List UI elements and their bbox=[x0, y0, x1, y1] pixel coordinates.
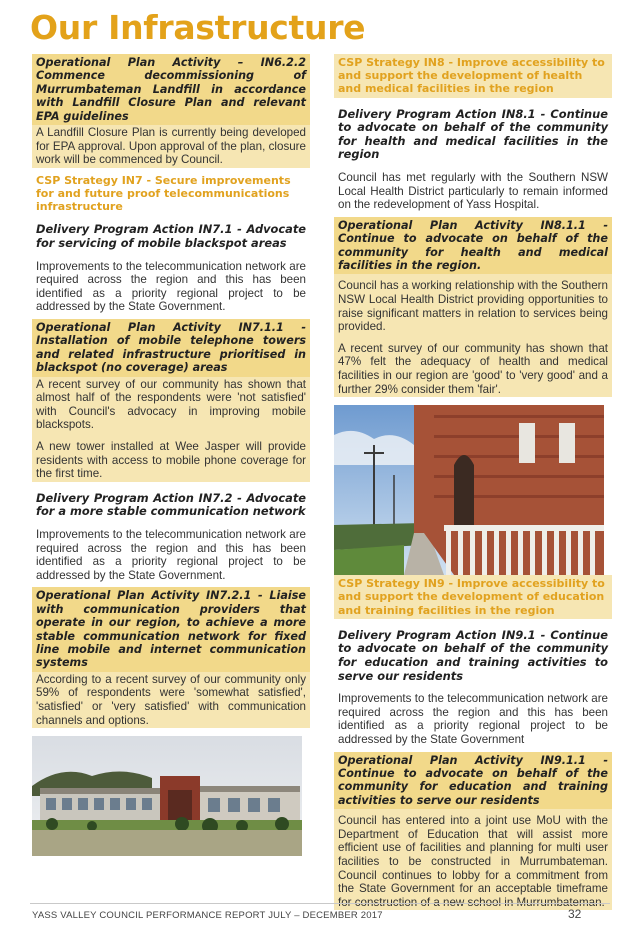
body-in8-1-1-b: A recent survey of our community has shown that 47% felt the adequacy of health and medical facilities in our region are 'good' to 'very good' and a further 29% consider them 'fair'. bbox=[334, 341, 612, 397]
body-in9-1: Improvements to the telecommunication network are required across the region and this has been identified as a priority regional project to be addressed by the State Government bbox=[338, 692, 608, 746]
body-in7-1-1-b: A new tower installed at Wee Jasper will provide residents with access to mobile phone coverage for the first time. bbox=[32, 439, 310, 482]
body-in6-2-2: A Landfill Closure Plan is currently being developed for EPA approval. Upon approval of the plan, closure work will be commenced by Council. bbox=[32, 125, 310, 168]
operational-activity-in7-2-1: Operational Plan Activity IN7.2.1 - Liaise with communication providers that operate in our region, to achieve a more stable communication network for fixed line mobile and internet communication systems bbox=[32, 587, 310, 671]
delivery-action-in9-1: Delivery Program Action IN9.1 - Continue to advocate on behalf of the community for education and training activities to serve our residents bbox=[338, 627, 608, 683]
footer-report-title: YASS VALLEY COUNCIL PERFORMANCE REPORT JULY – DECEMBER 2017 bbox=[32, 910, 383, 921]
photo-hospital-building bbox=[334, 405, 604, 575]
body-in7-1: Improvements to the telecommunication network are required across the region and this has been identified as a priority regional project to be addressed by the State Government. bbox=[36, 259, 306, 314]
body-in7-2-1: According to a recent survey of our community only 59% of respondents were 'somewhat satisfied', 'satisfied' or 'very satisfied' with communication channels and options. bbox=[32, 672, 310, 728]
operational-activity-in7-1-1: Operational Plan Activity IN7.1.1 - Installation of mobile telephone towers and related infrastructure prioritised in blackspot (no coverage) areas bbox=[32, 319, 310, 377]
operational-activity-in9-1-1: Operational Plan Activity IN9.1.1 - Continue to advocate on behalf of the community for education and training activities to serve our residents bbox=[334, 752, 612, 810]
body-in8-1: Council has met regularly with the Southern NSW Local Health District particularly to remain informed on the redevelopment of Yass Hospital. bbox=[338, 170, 608, 212]
page-title: Our Infrastructure bbox=[30, 8, 366, 47]
photo-school-building bbox=[32, 736, 302, 856]
hospital-building-image bbox=[334, 405, 604, 575]
csp-strategy-in9: CSP Strategy IN9 - Improve accessibility to and support the development of education and training facilities in the region bbox=[334, 575, 612, 619]
left-column bbox=[32, 54, 310, 856]
body-in9-1-1: Council has entered into a joint use MoU with the Department of Education that will assist more efficient use of facilities and planning for multi user facilities to be constructed in Murrumbateman. Council continues to lobby for a commitment from the State Government for an acceptable timeframe for construction of a new school in Murrumbateman. bbox=[334, 813, 612, 910]
body-in7-1-1-a: A recent survey of our community has shown that almost half of the respondents were 'not satisfied' with Council's advocacy in improving mobile blackspots. bbox=[32, 377, 310, 433]
footer-page-number: 32 bbox=[568, 907, 582, 921]
school-building-image bbox=[32, 736, 302, 856]
body-in7-2: Improvements to the telecommunication network are required across the region and this has been identified as a priority regional project to be addressed by the State Government. bbox=[36, 527, 306, 582]
delivery-action-in7-2: Delivery Program Action IN7.2 - Advocate for a more stable communication network bbox=[36, 490, 306, 519]
csp-strategy-in7: CSP Strategy IN7 - Secure improvements for and future proof telecommunications infrastructure bbox=[36, 173, 291, 214]
operational-activity-in6-2-2: Operational Plan Activity – IN6.2.2 Commence decommissioning of Murrumbateman Landfill in accordance with Landfill Closure Plan and relevant EPA guidelines bbox=[32, 54, 310, 125]
csp-strategy-in8: CSP Strategy IN8 - Improve accessibility to and support the development of health and medical facilities in the region bbox=[334, 54, 612, 98]
delivery-action-in8-1: Delivery Program Action IN8.1 - Continue to advocate on behalf of the community for health and medical facilities in the region bbox=[338, 106, 608, 162]
operational-activity-in8-1-1: Operational Plan Activity IN8.1.1 - Continue to advocate on behalf of the community for health and medical facilities in the region. bbox=[334, 217, 612, 275]
body-in8-1-1-a: Council has a working relationship with the Southern NSW Local Health District providing opportunities to raise significant matters in relation to services being provided. bbox=[334, 278, 612, 334]
footer-divider bbox=[30, 903, 610, 904]
delivery-action-in7-1: Delivery Program Action IN7.1 - Advocate for servicing of mobile blackspot areas bbox=[36, 222, 306, 251]
right-column bbox=[334, 54, 612, 910]
